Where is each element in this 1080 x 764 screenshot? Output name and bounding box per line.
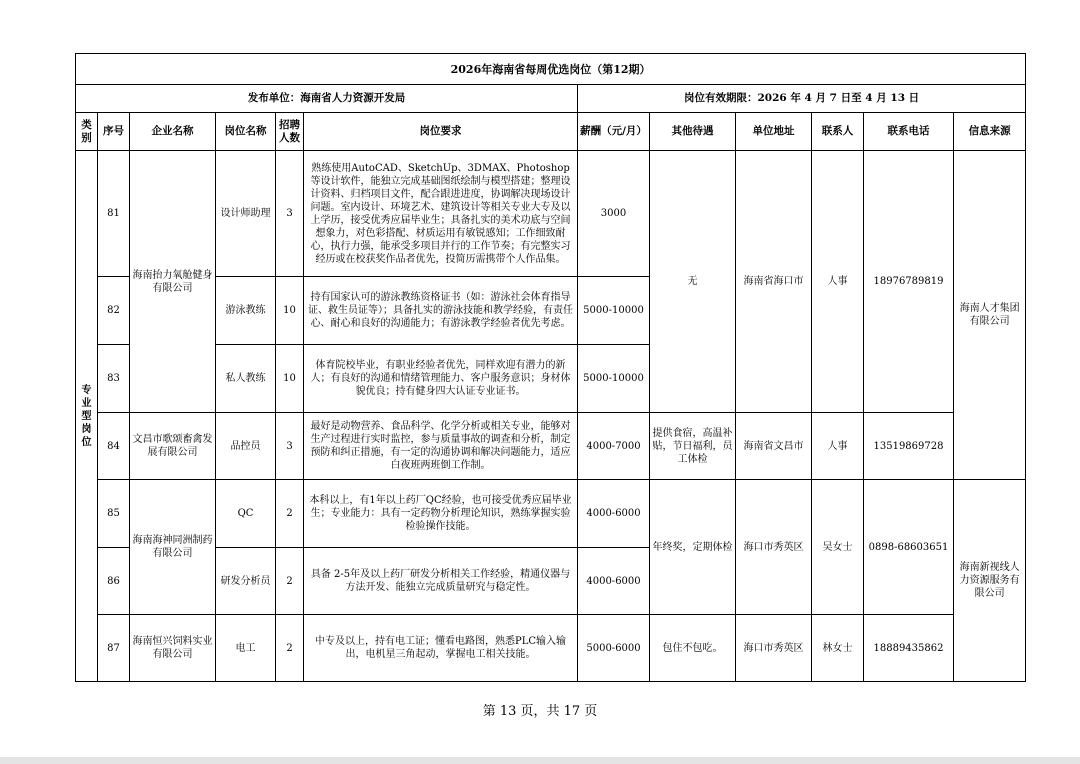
table-row — [76, 151, 1026, 277]
header-phone: 联系电话 — [864, 113, 954, 151]
hire-count: 10 — [276, 277, 304, 345]
requirement-text: 熟练使用AutoCAD、SketchUp、3DMAX、Photoshop等设计软件，能独立完成基础图纸绘制与模型搭建；整理设计资料、归档项目文件，配合跟进进度，协调解决现场设计问题。室内设计、环境艺术、建筑设计等相关专业大专及以上学历，接受优秀应届毕业生；具备扎实的美术功底与空间想象力，对色彩搭配、材质运用有敏锐感知；工作细致耐心，执行力强，能承受多项目并行的工作节奏；有完整实习经历或在校获奖作品者优先，投简历需携带个人作品集。 — [304, 151, 578, 277]
info-source: 海南人才集团有限公司 — [954, 151, 1026, 480]
category-cell: 专业型岗位 — [76, 151, 98, 682]
salary: 5000-10000 — [578, 277, 650, 345]
position-name: 私人教练 — [216, 345, 276, 413]
requirement-text: 持有国家认可的游泳教练资格证书（如：游泳社会体育指导证、救生员证等）；具备扎实的游泳技能和教学经验，有责任心、耐心和良好的沟通能力；有游泳教学经验者优先考虑。 — [304, 277, 578, 345]
header-company: 企业名称 — [130, 113, 216, 151]
contact-person: 林女士 — [812, 615, 864, 682]
row-no: 81 — [98, 151, 130, 277]
header-category: 类别 — [76, 113, 98, 151]
publisher: 发布单位：海南省人力资源开发局 — [76, 85, 578, 113]
header-count: 招聘人数 — [276, 113, 304, 151]
row-no: 87 — [98, 615, 130, 682]
benefits: 年终奖，定期体检 — [650, 480, 736, 615]
company-name: 海南抬力氧舱健身有限公司 — [130, 151, 216, 413]
company-name: 海南恒兴饲料实业有限公司 — [130, 615, 216, 682]
salary: 5000-6000 — [578, 615, 650, 682]
job-table — [75, 53, 1026, 682]
hire-count: 10 — [276, 345, 304, 413]
header-address: 单位地址 — [736, 113, 812, 151]
table-row — [76, 480, 1026, 548]
phone: 0898-68603651 — [864, 480, 954, 615]
validity-period: 岗位有效期限：2026 年 4 月 7 日至 4 月 13 日 — [578, 85, 1026, 113]
address: 海口市秀英区 — [736, 615, 812, 682]
salary: 3000 — [578, 151, 650, 277]
hire-count: 2 — [276, 480, 304, 548]
hire-count: 2 — [276, 615, 304, 682]
salary: 4000-6000 — [578, 548, 650, 615]
address: 海口市秀英区 — [736, 480, 812, 615]
address: 海南省文昌市 — [736, 413, 812, 480]
benefits: 包住不包吃。 — [650, 615, 736, 682]
row-no: 82 — [98, 277, 130, 345]
hire-count: 3 — [276, 413, 304, 480]
header-salary: 薪酬（元/月） — [578, 113, 650, 151]
requirement-text: 体育院校毕业，有职业经验者优先，同样欢迎有潜力的新人；有良好的沟通和情绪管理能力、客户服务意识；身材体貌优良；持有健身四大认证专业证书。 — [304, 345, 578, 413]
row-no: 84 — [98, 413, 130, 480]
phone: 13519869728 — [864, 413, 954, 480]
hire-count: 2 — [276, 548, 304, 615]
phone: 18889435862 — [864, 615, 954, 682]
table-row — [76, 413, 1026, 480]
header-row — [76, 113, 1026, 151]
position-name: 游泳教练 — [216, 277, 276, 345]
position-name: 品控员 — [216, 413, 276, 480]
contact-person: 人事 — [812, 151, 864, 413]
row-no: 86 — [98, 548, 130, 615]
phone: 18976789819 — [864, 151, 954, 413]
salary: 5000-10000 — [578, 345, 650, 413]
page-edge — [0, 757, 1080, 764]
position-name: 电工 — [216, 615, 276, 682]
table-title: 2026年海南省每周优选岗位（第12期） — [76, 54, 1026, 85]
position-name: QC — [216, 480, 276, 548]
benefits: 无 — [650, 151, 736, 413]
address: 海南省海口市 — [736, 151, 812, 413]
contact-person: 吴女士 — [812, 480, 864, 615]
requirement-text: 具备 2-5年及以上药厂研发分析相关工作经验，精通仪器与方法开发、能独立完成质量研究与稳定性。 — [304, 548, 578, 615]
hire-count: 3 — [276, 151, 304, 277]
row-no: 83 — [98, 345, 130, 413]
company-name: 文昌市歌颂畜禽发展有限公司 — [130, 413, 216, 480]
info-source: 海南新视线人力资源服务有限公司 — [954, 480, 1026, 682]
header-position: 岗位名称 — [216, 113, 276, 151]
contact-person: 人事 — [812, 413, 864, 480]
header-no: 序号 — [98, 113, 130, 151]
company-name: 海南海神同洲制药有限公司 — [130, 480, 216, 615]
requirement-text: 中专及以上，持有电工证；懂看电路图，熟悉PLC输入输出，电机星三角起动，掌握电工相关技能。 — [304, 615, 578, 682]
salary: 4000-7000 — [578, 413, 650, 480]
requirement-text: 本科以上，有1年以上药厂QC经验，也可接受优秀应届毕业生；专业能力：具有一定药物分析理论知识，熟练掌握实验检验操作技能。 — [304, 480, 578, 548]
position-name: 研发分析员 — [216, 548, 276, 615]
salary: 4000-6000 — [578, 480, 650, 548]
benefits: 提供食宿，高温补贴，节日福利，员工体检 — [650, 413, 736, 480]
header-source: 信息来源 — [954, 113, 1026, 151]
row-no: 85 — [98, 480, 130, 548]
header-requirement: 岗位要求 — [304, 113, 578, 151]
table-row — [76, 615, 1026, 682]
requirement-text: 最好是动物营养、食品科学、化学分析或相关专业，能够对生产过程进行实时监控，参与质量事故的调查和分析，制定预防和纠正措施，有一定的沟通协调和解决问题能力，适应白夜班两班倒工作制。 — [304, 413, 578, 480]
header-contact: 联系人 — [812, 113, 864, 151]
position-name: 设计师助理 — [216, 151, 276, 277]
page-footer: 第 13 页，共 17 页 — [482, 704, 598, 719]
header-benefits: 其他待遇 — [650, 113, 736, 151]
